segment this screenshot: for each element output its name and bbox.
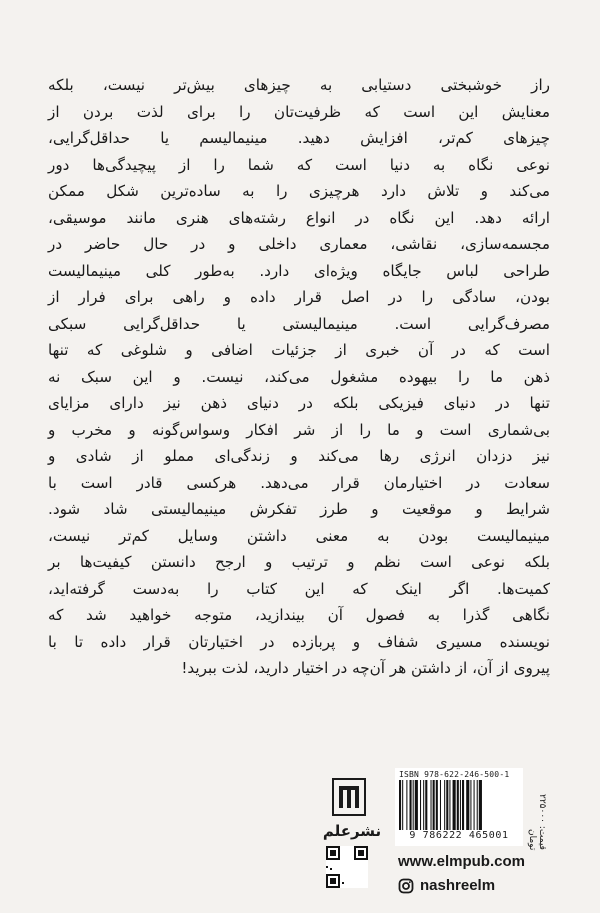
blurb-line: شرایط و موقعیت و طرز تفکرش مینیمالیستی شاد شود. — [48, 500, 550, 518]
barcode-bars — [399, 780, 519, 830]
blurb-line: نویسنده مسیری شفاف و پربازده در اختیارتان قرار داده تا با — [48, 632, 550, 651]
blurb-line: سعادت در اختیارمان قرار می‌دهد. هرکسی قادر است با — [48, 473, 550, 492]
isbn-barcode — [395, 768, 523, 846]
isbn-label: ISBN 978-622-246-500-1 — [399, 770, 510, 779]
publisher-logo-mark-icon — [332, 778, 366, 816]
publisher-logo — [322, 778, 382, 848]
blurb-line: بی‌شماری است و ما را از شر افکار وسواس‌گونه و مخرب و — [48, 420, 550, 439]
website-link[interactable]: www.elmpub.com — [398, 853, 525, 870]
blurb-line: مصرف‌گرایی است. مینیمالیستی یا حداقل‌گرایی سبکی — [48, 314, 550, 333]
blurb-line: راز خوشبختی دستیابی به چیزهای بیش‌تر نیست، بلکه — [48, 76, 550, 94]
blurb-line: نیز دزدان انرژی رها می‌کند و زندگی‌ای مملو از شادی و — [48, 447, 550, 465]
publisher-logo-name: نشرعلم — [322, 822, 382, 840]
blurb-line: بلکه نوعی است نظم و ترتیب و ارجح دانستن کیفیت‌ها بر — [48, 553, 550, 571]
instagram-icon — [398, 878, 414, 894]
blurb-line: نوعی نگاه به دنیا است که شما را از پیچیدگی‌ها دور — [48, 155, 550, 174]
qr-code — [326, 846, 368, 888]
blurb-line: تنها در دنیای فیزیکی بلکه در دنیای ذهن نیز دارای مزایای — [48, 394, 550, 412]
instagram-handle[interactable] — [398, 877, 495, 894]
blurb-line: ذهن ما را بیهوده مشغول می‌کند، نیست. و این سبک نه — [48, 367, 550, 386]
blurb-line: پیروی از آن، از داشتن هر آن‌چه در اختیار دارید، لذت ببرید! — [181, 659, 550, 677]
blurb-line: کمیت‌ها. اگر اینک که این کتاب را به‌دست گرفته‌اید، — [48, 579, 550, 598]
barcode-digits: 9 786222 465001 — [409, 830, 509, 841]
cover-footer — [0, 760, 600, 913]
blurb-line: معنایش این است که ظرفیت‌تان را برای لذت بردن از — [48, 102, 550, 121]
back-cover-blurb — [48, 72, 550, 682]
blurb-line: چیزهای کم‌تر، افزایش دهید. مینیمالیسم یا حداقل‌گرایی، — [48, 129, 550, 147]
blurb-line: می‌کند و تلاش دارد هرچیزی را به ساده‌ترین شکل ممکن — [48, 182, 550, 200]
blurb-line: است که در آن خبری از جزئیات اضافی و شلوغی که تنها — [48, 341, 550, 359]
blurb-line: مجسمه‌سازی، نقاشی، معماری داخلی و در حال حاضر در — [48, 235, 550, 253]
blurb-line: مینیمالیست بودن به معنی داشتن وسایل کم‌تر نیست، — [48, 526, 550, 545]
price-label: قیمت: ۲۲۵۰۰۰ تومان — [527, 794, 547, 850]
blurb-line: نگاهی گذرا به فصول آن بیندازید، متوجه خواهید شد که — [48, 606, 550, 624]
blurb-line: بودن، سادگی را در اصل قرار داده و راهی برای فرار از — [48, 288, 550, 306]
instagram-handle-text: nashreelm — [420, 877, 496, 894]
blurb-line: طراحی لباس جایگاه ویژه‌ای دارد. به‌طور کلی مینیمالیست — [48, 261, 550, 280]
blurb-line: ارائه دهد. این نگاه در انواع رشته‌های هنری مانند موسیقی، — [48, 208, 550, 227]
